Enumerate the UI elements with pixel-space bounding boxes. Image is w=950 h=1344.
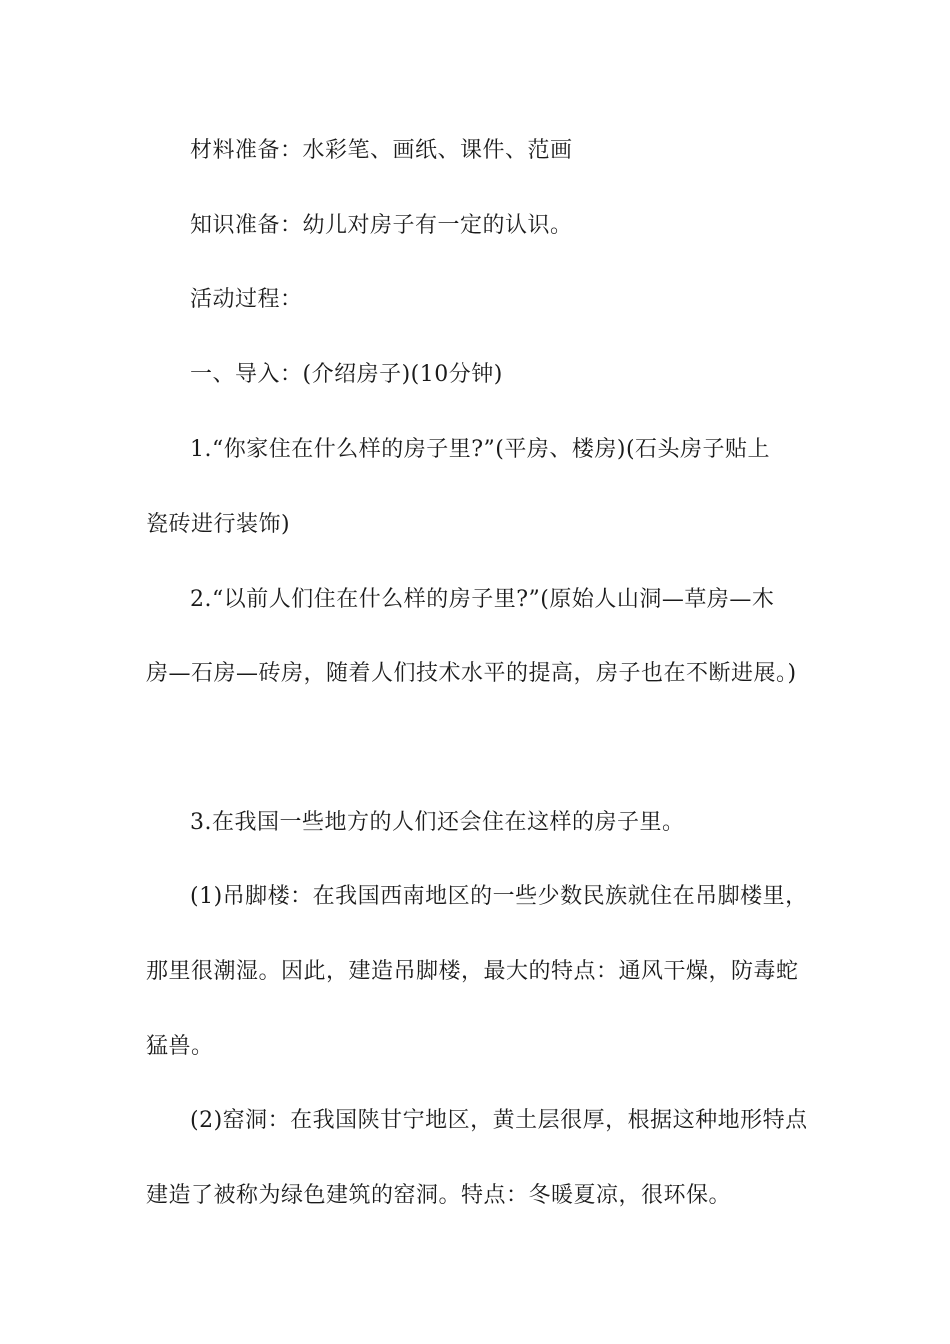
question-1-line-1: 1.“你家住在什么样的房子里?”(平房、楼房)(石头房子贴上 bbox=[190, 437, 771, 462]
question-2-line-2: 房—石房—砖房，随着人们技术水平的提高，房子也在不断进展。) bbox=[146, 661, 797, 686]
cave-dwelling-line-1: (2)窑洞：在我国陕甘宁地区，黄土层很厚，根据这种地形特点 bbox=[190, 1108, 808, 1133]
intro-heading: 一、导入：(介绍房子)(10分钟) bbox=[190, 362, 503, 387]
stilt-house-line-2: 那里很潮湿。因此，建造吊脚楼，最大的特点：通风干燥，防毒蛇 bbox=[146, 959, 799, 984]
question-3-line: 3.在我国一些地方的人们还会住在这样的房子里。 bbox=[190, 810, 685, 835]
stilt-house-line-3: 猛兽。 bbox=[146, 1034, 214, 1059]
stilt-house-line-1: (1)吊脚楼：在我国西南地区的一些少数民族就住在吊脚楼里， bbox=[190, 884, 808, 909]
question-2-line-1: 2.“以前人们住在什么样的房子里?”(原始人山洞—草房—木 bbox=[190, 587, 775, 612]
knowledge-line: 知识准备：幼儿对房子有一定的认识。 bbox=[190, 213, 573, 238]
materials-line: 材料准备：水彩笔、画纸、课件、范画 bbox=[190, 138, 573, 163]
question-1-line-2: 瓷砖进行装饰) bbox=[146, 512, 291, 537]
cave-dwelling-line-2: 建造了被称为绿色建筑的窑洞。特点：冬暖夏凉，很环保。 bbox=[146, 1183, 732, 1208]
process-heading: 活动过程： bbox=[190, 287, 303, 312]
